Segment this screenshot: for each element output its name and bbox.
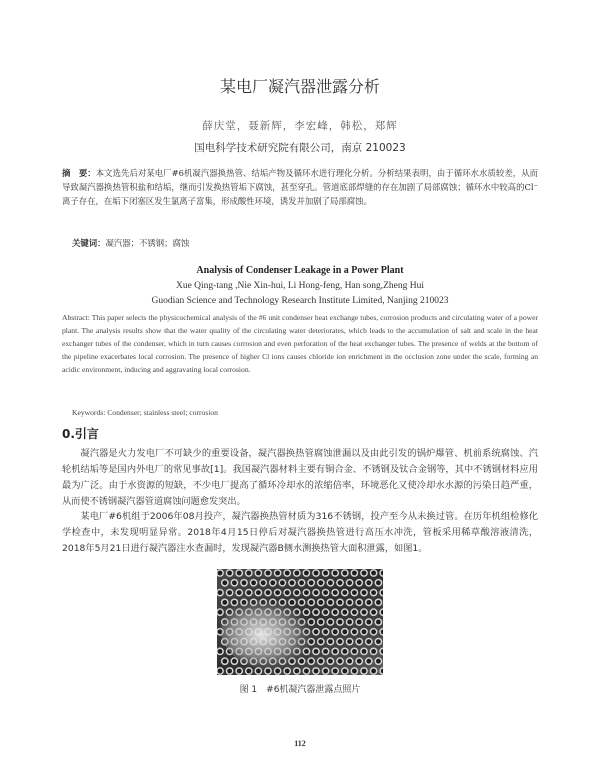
tube-hole: [376, 580, 381, 585]
tube-hole: [342, 571, 347, 576]
tube-hole: [304, 669, 309, 674]
tube-hole: [347, 659, 352, 664]
tube-hole: [376, 639, 381, 644]
abstract-label: 摘 要：: [62, 168, 96, 178]
tube-hole: [246, 590, 251, 595]
tube-hole: [333, 571, 338, 576]
paper-title: 某电厂凝汽器泄露分析: [219, 77, 380, 96]
tube-hole: [328, 600, 333, 605]
tube-hole: [371, 590, 376, 595]
tube-hole: [261, 580, 266, 585]
tube-hole: [362, 571, 367, 576]
tube-hole: [366, 659, 371, 664]
tube-hole: [352, 649, 357, 654]
tube-hole: [237, 669, 242, 674]
tube-hole: [371, 629, 376, 634]
chinese-keywords: [72, 236, 532, 250]
tube-hole: [299, 580, 304, 585]
tube-hole: [362, 590, 367, 595]
tube-hole: [227, 590, 232, 595]
section-heading: 0.引言: [62, 427, 99, 441]
tube-hole: [362, 610, 367, 615]
tube-hole: [357, 639, 362, 644]
english-abstract-text: This paper selects the physicochemical analysis of the #6 unit condenser heat exchange tubes, corrosion products and circulating water of a power plant. The analysis results show that the water quality of the circulating water deteriorates, which leads to the accumulation of salt and scale in the heat exchanger tubes of the condenser, which in turn causes corrosion and even perforation of the heat exchanger tubes. The presence of welds at the bottom of the pipeline exacerbates local corrosion. The presence of higher Cl ions causes chloride ion enrichment in the occlusion zone under the scale, forming an acidic environment, inducing and aggravating local corrosion.: [62, 313, 538, 374]
tube-hole: [232, 580, 237, 585]
tube-hole: [294, 571, 299, 576]
tube-hole: [347, 580, 352, 585]
tube-hole: [362, 629, 367, 634]
tube-hole: [246, 571, 251, 576]
tube-hole: [371, 649, 376, 654]
tube-hole: [232, 600, 237, 605]
tube-hole: [338, 600, 343, 605]
tube-hole: [376, 659, 381, 664]
tube-hole: [222, 659, 227, 664]
tube-hole: [333, 669, 338, 674]
tube-hole: [342, 649, 347, 654]
tube-hole: [218, 649, 223, 654]
tube-hole: [366, 620, 371, 625]
tube-hole: [290, 580, 295, 585]
tube-hole: [251, 580, 256, 585]
english-keywords: [72, 406, 532, 419]
tube-hole: [227, 571, 232, 576]
tube-hole: [256, 669, 261, 674]
tube-hole: [237, 571, 242, 576]
condenser-leak-photo: [217, 569, 383, 675]
english-abstract: [62, 311, 538, 376]
tube-hole: [371, 669, 376, 674]
tube-hole: [314, 571, 319, 576]
tube-hole: [366, 600, 371, 605]
tube-hole: [347, 620, 352, 625]
leak-water-stain: [221, 591, 337, 671]
english-keywords-text: Condenser; stainless steel; corrosion: [107, 408, 218, 417]
tube-hole: [366, 639, 371, 644]
tube-hole: [352, 571, 357, 576]
figure-caption: 图 1 #6机凝汽器泄露点照片: [239, 685, 361, 695]
tube-hole: [347, 600, 352, 605]
tube-hole: [323, 669, 328, 674]
tube-hole: [256, 571, 261, 576]
tube-hole: [232, 659, 237, 664]
tube-hole: [352, 669, 357, 674]
tube-hole: [246, 669, 251, 674]
tube-hole: [270, 580, 275, 585]
tube-hole: [304, 571, 309, 576]
english-title: Analysis of Condenser Leakage in a Power Plant: [196, 265, 404, 276]
tube-hole: [338, 659, 343, 664]
tube-hole: [318, 580, 323, 585]
tube-hole: [309, 580, 314, 585]
tube-hole: [357, 580, 362, 585]
tube-hole: [366, 580, 371, 585]
tube-hole: [218, 590, 223, 595]
tube-hole: [342, 629, 347, 634]
tube-hole: [314, 590, 319, 595]
tube-hole: [266, 571, 271, 576]
tube-hole: [242, 580, 247, 585]
tube-hole: [333, 590, 338, 595]
tube-hole: [323, 571, 328, 576]
tube-hole: [357, 620, 362, 625]
tube-hole: [218, 669, 223, 674]
tube-hole: [333, 610, 338, 615]
tube-hole: [371, 610, 376, 615]
keywords-text: 凝汽器；不锈钢；腐蚀: [105, 238, 190, 248]
tube-hole: [314, 669, 319, 674]
page-number: 112: [294, 739, 306, 748]
tube-hole: [280, 580, 285, 585]
tube-hole: [275, 571, 280, 576]
tube-hole: [342, 669, 347, 674]
tube-hole: [376, 620, 381, 625]
tube-hole: [222, 600, 227, 605]
tube-hole: [362, 669, 367, 674]
tube-hole: [352, 610, 357, 615]
tube-hole: [371, 571, 376, 576]
tube-hole: [328, 659, 333, 664]
intro-paragraph-2: 某电厂#6机组于2006年08月投产，凝汽器换热管材质为316不锈钢，投产至今从未换过管。在历年机组检修化学检查中，未发现明显异常。2018年4月15日停后对凝汽器换热管进行高压水冲洗，管板采用稀草酸溶液清洗，2018年5月21日进行凝汽器注水查漏时，发现凝汽器B侧水测换热管大面积泄露，如图1。: [62, 511, 538, 554]
tube-hole: [352, 629, 357, 634]
tube-hole: [342, 610, 347, 615]
abstract-text: 本文选先后对某电厂#6机凝汽器换热管、结垢产物及循环水进行理化分析。分析结果表明，由于循环水水质较差，从而导致凝汽器换热管积盐和结垢，继而引发换热管垢下腐蚀，甚至穿孔。管道底部焊缝的存在加剧了局部腐蚀；循环水中较高的Cl⁻离子存在，在垢下闭塞区发生氯离子富集，形成酸性环境，诱发并加剧了局部腐蚀。: [62, 168, 539, 206]
tube-hole: [323, 590, 328, 595]
paper-affiliation: 国电科学技术研究院有限公司，南京 210023: [194, 142, 406, 154]
tube-hole: [352, 590, 357, 595]
tube-hole: [333, 649, 338, 654]
chinese-abstract: [62, 166, 538, 208]
tube-hole: [376, 600, 381, 605]
tube-hole: [304, 590, 309, 595]
tube-hole: [357, 659, 362, 664]
tube-hole: [237, 590, 242, 595]
tube-hole: [362, 649, 367, 654]
keywords-label: 关键词：: [72, 238, 106, 248]
tube-hole: [338, 580, 343, 585]
tube-hole: [218, 610, 223, 615]
intro-paragraph-1: 凝汽器是火力发电厂不可缺少的重要设备，凝汽器换热管腐蚀泄漏以及由此引发的锅炉爆管、机前系统腐蚀、汽轮机结垢等是国内外电厂的常见事故[1]。我国凝汽器材料主要有铜合金、不锈钢及钛合金钢等，其中不锈钢材料应用最为广泛。由于水资源的短缺，不少电厂提高了循环冷却水的浓缩倍率，环境恶化又使冷却水水源的污染日趋严重，从而使不锈钢凝汽器管道腐蚀问题愈发突出。: [62, 448, 538, 507]
tube-hole: [218, 571, 223, 576]
english-abstract-label: Abstract:: [62, 313, 90, 322]
tube-hole: [338, 639, 343, 644]
tube-hole: [357, 600, 362, 605]
english-affiliation: Guodian Science and Technology Research Institute Limited, Nanjing 210023: [151, 296, 449, 306]
tube-hole: [328, 580, 333, 585]
tube-hole: [338, 620, 343, 625]
paper-authors: 薛庆堂，聂新辉，李宏峰，韩松，郑辉: [202, 120, 398, 132]
tube-hole: [347, 639, 352, 644]
tube-hole: [285, 571, 290, 576]
tube-hole: [227, 669, 232, 674]
tube-hole: [222, 580, 227, 585]
english-keywords-label: Keywords:: [72, 408, 106, 417]
tube-hole: [342, 590, 347, 595]
english-authors: Xue Qing-tang ,Nie Xin-hui, Li Hong-feng, Han song,Zheng Hui: [175, 281, 424, 291]
condenser-tubesheet-image: [217, 569, 383, 675]
